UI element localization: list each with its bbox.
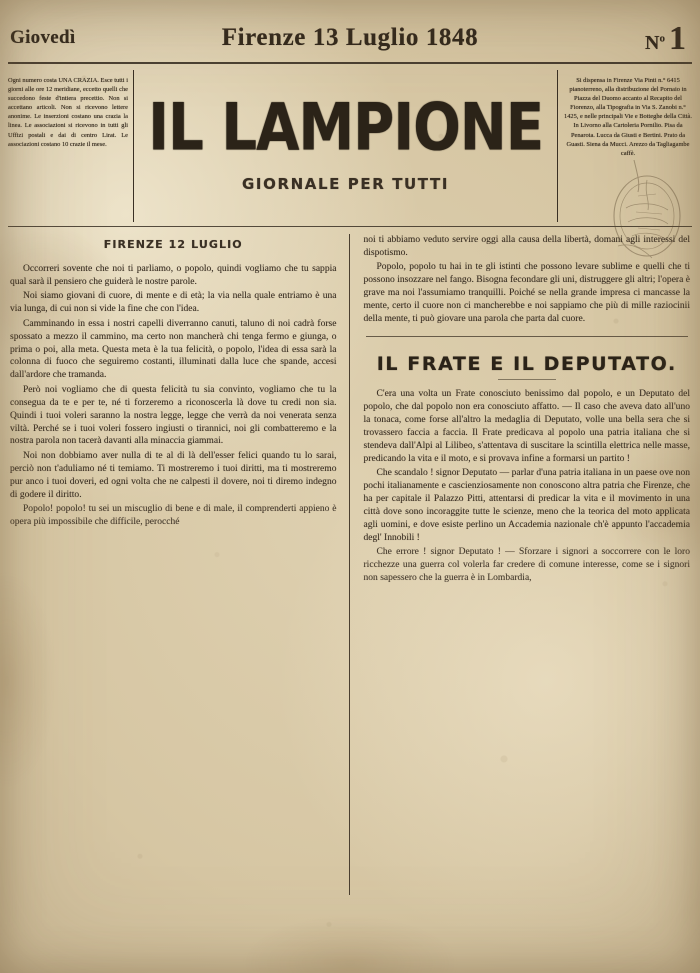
place-and-date: Firenze 13 Luglio 1848 (221, 24, 479, 51)
issue-prefix: N (645, 32, 660, 54)
masthead-row (8, 70, 692, 222)
paragraph: Che scandalo ! signor Deputato — parlar d'una patria italiana in un paese ove non pochi italianamente e cascienziosamente non conoscono altra patria che Firenze, che ha per capitale il Palazzo Pitti, attentarsi di predicar la vita e il movimento in una città dove sono incoraggite tutte le scienze, meno che la teorica del moto applicata agli uomini, e dove esiste perlino un Accademia nazionale ch'è appunto l'accademia degl' Innobili ! (363, 466, 690, 543)
left-notice-box (8, 70, 134, 222)
left-notice-text: Ogni numero costa UNA CRAZIA. Esce tutti i giorni alle ore 12 meridiane, eccetto quelli che succedono feste d'intiera precettio. Non si accettano articoli. Non si ricevono lettere anonime. Le inserzioni costano una crazia la linea. Le associazioni si ricevono in tutti gli Uffizi postali e dai di centro Lirat. Le associazioni costano 10 crazie il mese. (8, 77, 128, 148)
article-two-headline: IL FRATE E IL DEPUTATO. (376, 352, 677, 375)
issue-number: 1 (669, 20, 686, 57)
paragraph: Che errore ! signor Deputato ! — Sforzare i signori a soccorrere con le loro ricchezze una guerra col volerla far credere di comune interesse, come se i signori non sapessero che la guerra è in Lombardia, (363, 546, 690, 583)
right-notice-text: Si dispensa in Firenze Via Pinti n.° 6415 pianoterreno, alla distribuzione del Pornaio in Piazza del Duomo accanto al Recapito del Fiorenzo, alla Tipografia in Via S. Zanobi n.° 1425, e nelle principali Vie e Botteghe della Città. In Livorno alla Cartoleria Pornilio. Pisa da Penarota. Lucca da Giusti e Bertini. Prato da Guasti. Siena da Mucci. Arezzo da Tagliagambe caffè. (564, 77, 692, 157)
masthead-title: IL LAMPIONE (148, 88, 543, 165)
paragraph: Però noi vogliamo che di questa felicità tu sia convinto, vogliamo che tu la consegua da te e per te, né ti forzeremo a riconoscerla là dove tu credi non sia. Quindi i tuoi voleri saranno la nostra legge, legge che verrà da noi venerata senza viltà. Perché se i tuoi voleri fossero ingiusti o tirannici, noi gli combatteremo e la nostra parola non tacerà davanti alla minaccia giammai. (10, 383, 337, 447)
paragraph: Popolo! popolo! tu sei un miscuglio di bene e di male, il comprenderti appieno è opera più impossibile che difficile, perocché (10, 503, 337, 528)
column-right (349, 234, 691, 895)
article-one-headline: FIRENZE 12 LUGLIO (103, 238, 243, 251)
paragraph: Camminando in essa i nostri capelli diverranno canuti, taluno di noi cadrà forse spossato a mezzo il cammino, ma certo non mancherà chi tenga fermo e giunga, o prima o poi, alla meta. Questa meta è la tua felicità, o popolo, l'idea di essa sarà la colonna di fuoco che seguiremo costanti, illuminati dalla luce che spande, accesi dall'ardore che tramanda. (10, 317, 337, 381)
article-one-continuation (364, 234, 691, 326)
paragraph: Noi siamo giovani di cuore, di mente e di età; la via nella quale entriamo è una via lunga, di cui non si vide la fine che con l'idea. (10, 290, 337, 315)
issue-number-group (645, 22, 686, 56)
masthead-rule (8, 226, 692, 227)
section-divider-rule (366, 336, 689, 337)
columns-container (10, 234, 690, 895)
masthead-center (134, 70, 557, 222)
paragraph: Noi non dobbiamo aver nulla di te al di là dell'esser felici quando tu lo sarai, perciò non t'aduliamo né ti temiamo. Ti mostreremo i tuoi diritti, ma ti mostreremo pur anco i tuoi doveri, ed ogni volta che ne calpesti il dovere, noi ti diremo indegno di godere il diritto. (10, 449, 337, 500)
day-of-week: Giovedì (10, 27, 76, 48)
issue-sup: o (659, 32, 665, 45)
headline-underrule (498, 379, 556, 380)
article-one-body (10, 263, 337, 529)
paragraph: Occorreri sovente che noi ti parliamo, o popolo, quindi vogliamo che tu sappia qual sarà il pensiero che guiderà le nostre parole. (10, 263, 337, 287)
paragraph: Popolo, popolo tu hai in te gli istinti che possono levare sublime e quelli che ti possono insozzare nel fango. Bisogna fecondare gli uni, distruggere gli altri; l'opera è grave ma noi l'assumiamo tranquilli. Poiché se nella grande impresa ci mancasse la mente, certo il cuore non ci mancherebbe e noi sappiamo che più di mille raziocinii della mente, ti può giovare una parola che parta dal cuore. (363, 261, 690, 325)
masthead-subtitle: GIORNALE PER TUTTI (242, 174, 449, 193)
paragraph: C'era una volta un Frate conosciuto benissimo dal popolo, e un Deputato del popolo, che dal popolo non era conosciuto affatto. — Il caso che aveva dato all'uno la tonaca, come forse all'altro la medaglia di Deputato, volle una bella sera che si trovassero faccia a faccia. Il Frate predicava al popolo una patria italiana che si stendeva dall'Alpi al Lilibeo, s'attentava di suscitare la scintilla elettrica nelle masse, predicando la vita e il moto, e si provava infine a formarsi un partito ! (363, 387, 690, 464)
article-two-body (364, 388, 691, 585)
right-notice-box (557, 70, 692, 222)
header-rule (8, 62, 692, 64)
column-left (10, 234, 349, 895)
paragraph: noi ti abbiamo veduto servire oggi alla causa della libertà, domani agli interessi del dispotismo. (363, 234, 690, 258)
